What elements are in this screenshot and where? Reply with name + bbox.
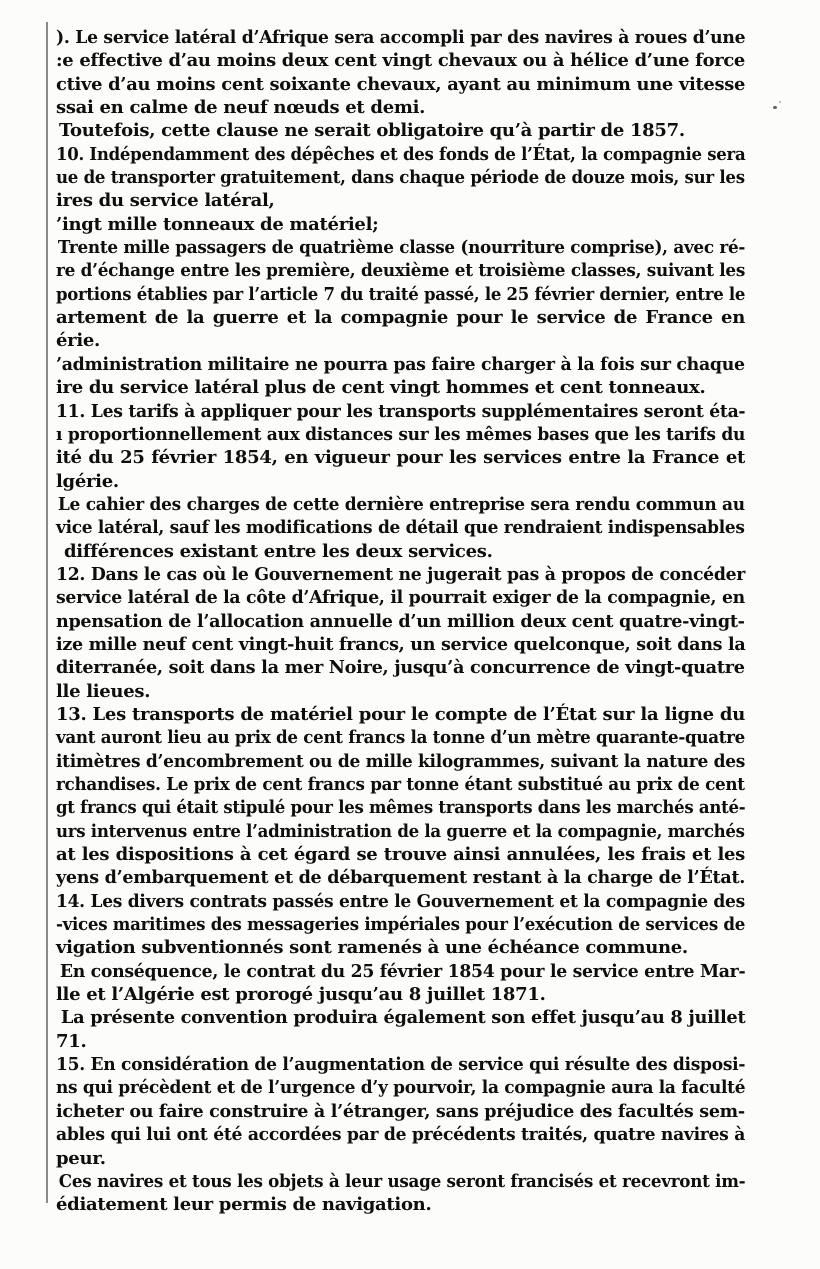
text-line: ue de transporter gratuitement, dans chaque période de douze mois, sur les	[56, 167, 745, 189]
text-line: lle et l’Algérie est prorogé jusqu’au 8 juillet 1871.	[56, 984, 546, 1006]
text-line: ’ingt mille tonneaux de matériel;	[56, 213, 379, 235]
text-line: :e effective d’au moins deux cent vingt chevaux ou à hélice d’une force	[56, 50, 746, 72]
text-line: ires du service latéral,	[56, 190, 275, 212]
text-line: 11. Les tarifs à appliquer pour les transports supplémentaires seront éta-	[56, 400, 746, 422]
text-line: portions établies par l’article 7 du traité passé, le 25 février dernier, entre le	[56, 283, 746, 305]
text-line: érie.	[56, 330, 100, 352]
text-line: diterranée, soit dans la mer Noire, jusqu’à concurrence de vingt-quatre	[56, 657, 745, 679]
text-line: ssai en calme de neuf nœuds et demi.	[56, 97, 426, 119]
text-line: Le cahier des charges de cette dernière entreprise sera rendu commun au	[57, 493, 745, 515]
text-line: at les dispositions à cet égard se trouve ainsi annulées, les frais et les	[56, 844, 745, 866]
text-line: 14. Les divers contrats passés entre le Gouvernement et la compagnie des	[56, 890, 745, 912]
text-line: vant auront lieu au prix de cent francs la tonne d’un mètre quarante-quatre	[56, 727, 746, 749]
text-line: artement de la guerre et la compagnie pour le service de France en	[56, 307, 745, 329]
text-line: lle lieues.	[56, 680, 151, 702]
text-line: 71.	[56, 1030, 87, 1052]
text-line: itimètres d’encombrement ou de mille kilogrammes, suivant la nature des	[56, 750, 746, 772]
text-line: ize mille neuf cent vingt-huit francs, un service quelconque, soit dans la	[56, 633, 746, 655]
text-line: urs intervenus entre l’administration de la guerre et la compagnie, marchés	[56, 820, 745, 842]
text-line: lgérie.	[56, 470, 119, 492]
text-line: ). Le service latéral d’Afrique sera accompli par des navires à roues d’une	[56, 27, 746, 48]
text-line: vigation subventionnés sont ramenés à une échéance commune.	[56, 937, 688, 959]
text-line: 13. Les transports de matériel pour le compte de l’État sur la ligne du	[56, 703, 745, 725]
text-line: ité du 25 février 1854, en vigueur pour les services entre la France et	[56, 447, 745, 469]
text-line: Ces navires et tous les objets à leur usage seront francisés et recevront im-	[58, 1170, 746, 1192]
text-line: -vices maritimes des messageries impériales pour l’exécution de services de	[56, 914, 746, 936]
text-line: 10. Indépendamment des dépêches et des fonds de l’État, la compagnie sera	[56, 143, 746, 165]
text-line: édiatement leur permis de navigation.	[56, 1194, 432, 1216]
text-line: différences existant entre les deux services.	[64, 540, 493, 562]
text-line: vice latéral, sauf les modifications de détail que rendraient indispensables	[56, 517, 745, 539]
ink-speck	[779, 101, 781, 103]
text-line: ire du service latéral plus de cent vingt hommes et cent tonneaux.	[56, 377, 706, 399]
text-line: re d’échange entre les première, deuxième et troisième classes, suivant les	[56, 260, 746, 282]
text-line: Trente mille passagers de quatrième classe (nourriture comprise), avec ré-	[57, 237, 746, 259]
text-line: ables qui lui ont été accordées par de précédents traités, quatre navires à	[56, 1124, 746, 1146]
text-line: ctive d’au moins cent soixante chevaux, ayant au minimum une vitesse	[56, 73, 746, 95]
text-line: En conséquence, le contrat du 25 février 1854 pour le service entre Mar-	[59, 960, 746, 982]
text-line: npensation de l’allocation annuelle d’un million deux cent quatre-vingt-	[56, 610, 745, 632]
text-line: rchandises. Le prix de cent francs par tonne étant substitué au prix de cent	[56, 774, 745, 795]
text-line: peur.	[56, 1147, 106, 1169]
text-line: ns qui précèdent et de l’urgence d’y pourvoir, la compagnie aura la faculté	[56, 1077, 746, 1099]
text-line: yens d’embarquement et de débarquement restant à la charge de l’État.	[56, 867, 746, 889]
page-gutter-rule	[46, 22, 48, 1203]
text-line: gt francs qui était stipulé pour les mêmes transports dans les marchés anté-	[56, 797, 746, 819]
text-line: 12. Dans le cas où le Gouvernement ne jugerait pas à propos de concéder	[56, 563, 746, 585]
ink-speck	[773, 106, 777, 109]
page-text	[56, 26, 745, 1217]
text-line: icheter ou faire construire à l’étranger, sans préjudice des facultés sem-	[56, 1100, 745, 1122]
text-line: ’administration militaire ne pourra pas faire charger à la fois sur chaque	[56, 353, 745, 375]
text-line: Toutefois, cette clause ne serait obligatoire qu’à partir de 1857.	[59, 120, 685, 142]
text-line: service latéral de la côte d’Afrique, il pourrait exiger de la compagnie, en	[56, 587, 745, 609]
text-line: ı proportionnellement aux distances sur les mêmes bases que les tarifs du	[56, 423, 746, 445]
text-line: La présente convention produira également son effet jusqu’au 8 juillet	[60, 1007, 746, 1029]
text-line: 15. En considération de l’augmentation de service qui résulte des disposi-	[56, 1054, 746, 1076]
